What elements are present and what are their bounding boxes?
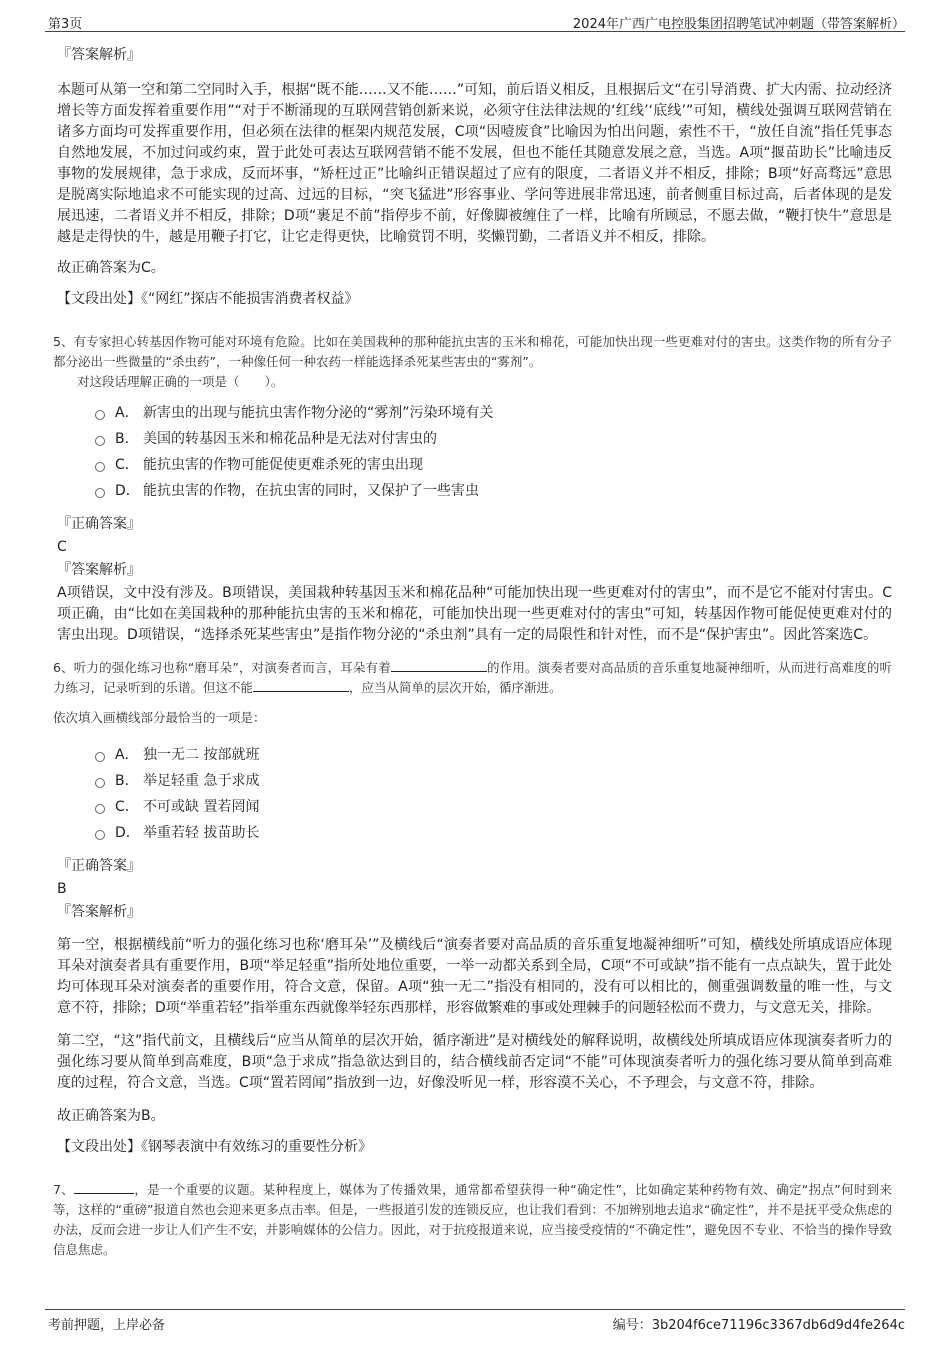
header-divider — [45, 31, 905, 32]
radio-button-icon[interactable] — [95, 462, 105, 472]
correct-answer-value: C — [57, 539, 67, 555]
option-d[interactable]: D． 举重若轻 拔苗助长 — [95, 820, 892, 846]
page-content — [53, 44, 893, 1260]
analysis-label: 『答案解析』 — [57, 47, 141, 63]
page-number: 第3页 — [48, 17, 83, 32]
radio-button-icon[interactable] — [95, 778, 105, 788]
fill-blank — [253, 679, 349, 692]
source-citation: 【文段出处】《钢琴表演中有效练习的重要性分析》 — [57, 1139, 372, 1155]
conclusion-text: 故正确答案为C。 — [57, 260, 165, 276]
radio-button-icon[interactable] — [95, 830, 105, 840]
analysis-text-2: 第二空，“这”指代前文，且横线后“应当从简单的层次开始，循序渐进”是对横线处的解释说明，故横线处所填成语应体现演奏者听力的强化练习要从简单到高难度，B项“急于求成”指急欲达到目的，结合横线前否定词“不能”可体现演奏者听力的强化练习要从简单到高难度的过程，符合文意，当选。C项“置若罔闻”指放到一边，好像没听见一样，形容漠不关心，不予理会，与文意不符，排除。 — [57, 1033, 892, 1091]
correct-answer-label: 『正确答案』 — [57, 858, 141, 874]
radio-button-icon[interactable] — [95, 410, 105, 420]
correct-answer-label: 『正确答案』 — [57, 516, 141, 532]
document-title: 2024年广西广电控股集团招聘笔试冲刺题（带答案解析） — [572, 17, 905, 32]
conclusion-text: 故正确答案为B。 — [57, 1108, 165, 1124]
page-header — [0, 0, 950, 34]
question-6 — [53, 658, 893, 1158]
option-d[interactable]: D． 能抗虫害的作物，在抗虫害的同时，又保护了一些害虫 — [95, 478, 892, 504]
radio-button-icon[interactable] — [95, 752, 105, 762]
question-5-options — [95, 400, 892, 504]
analysis-text: 本题可从第一空和第二空同时入手，根据“既不能……又不能……”可知，前后语义相反，且根据后文“在引导消费、扩大内需、拉动经济增长等方面发挥着重要作用”“对于不断涌现的互联网营销创新来说，必须守住法律法规的‘红线’‘底线’”可知，横线处强调互联网营销在诸多方面均可发挥重要作用，但必须在法律的框架内规范发展，C项“因噎废食”比喻因为怕出问题，索性不干，“放任自流”指任凭事态自然地发展，不加过问或约束，置于此处可表达互联网营销不能不发展，但也不能任其随意发展之意，当选。A项“揠苗助长”比喻违反事物的发展规律，急于求成，反而坏事，“矫枉过正”比喻纠正错误超过了应有的限度，二者语义并不相反，排除；B项“好高骛远”意思是脱离实际地追求不可能实现的过高、过远的目标，“突飞猛进”形容事业、学问等进展非常迅速，前者侧重目标过高，后者体现的是发展迅速，二者语义并不相反，排除；D项“裹足不前”指停步不前，好像脚被缠住了一样，比喻有所顾忌，不愿去做，“鞭打快牛”意思是越是走得快的牛，越是用鞭子打它，让它走得更快，比喻赏罚不明，奖懒罚勤，二者语义并不相反，排除。 — [57, 82, 892, 245]
radio-button-icon[interactable] — [95, 436, 105, 446]
option-c[interactable]: C． 能抗虫害的作物可能促使更难杀死的害虫出现 — [95, 452, 892, 478]
document-id: 编号：3b204f6ce71196c3367db6d9d4fe264c — [612, 1318, 905, 1333]
question-6-options — [95, 742, 892, 846]
option-c[interactable]: C． 不可或缺 置若罔闻 — [95, 794, 892, 820]
fill-blank — [391, 659, 487, 672]
question-6-stem: 依次填入画横线部分最恰当的一项是： — [53, 710, 266, 725]
question-5-stem: 对这段话理解正确的一项是（ ）。 — [77, 374, 284, 389]
fill-blank — [74, 1181, 134, 1194]
analysis-text: A项错误，文中没有涉及。B项错误，美国栽种转基因玉米和棉花品种“可能加快出现一些更难对付的害虫”，而不是它不能对付害虫。C项正确，由“比如在美国栽种的那种能抗虫害的玉米和棉花，可能加快出现一些更难对付的害虫”可知，转基因作物可能促使更难对付的害虫出现。D项错误，“选择杀死某些害虫”是指作物分泌的“杀虫剂”具有一定的局限性和针对性，而不是“保护害虫”。因此答案选C。 — [57, 585, 892, 643]
footer-slogan: 考前押题，上岸必备 — [48, 1318, 166, 1333]
footer-divider — [45, 1309, 905, 1310]
correct-answer-value: B — [57, 881, 67, 897]
radio-button-icon[interactable] — [95, 804, 105, 814]
question-7-text: 7、 ，是一个重要的议题。某种程度上，媒体为了传播效果，通常都希望获得一种“确定性”，比如确定某种药物有效、确定“拐点”何时到来等，这样的“重磅”报道自然也会迎来更多点击率。但是，一些报道引发的连锁反应，也让我们看到：不加辨别地去追求“确定性”，并不是抚平受众焦虑的办法，反而会进一步让人们产生不安，并影响媒体的公信力。因此，对于抗疫报道来说，应当接受疫情的“不确定性”，避免因不专业、不恰当的操作导致信息焦虑。 — [53, 1182, 893, 1257]
question-7 — [53, 1180, 893, 1260]
radio-button-icon[interactable] — [95, 488, 105, 498]
option-b[interactable]: B． 举足轻重 急于求成 — [95, 768, 892, 794]
question-6-text: 6、听力的强化练习也称“磨耳朵”，对演奏者而言，耳朵有着 的作用。演奏者要对高品质的音乐重复地凝神细听，从而进行高难度的听力练习，记录听到的乐谱。但这不能 ，应当从简单的层次开始，循序渐进。 — [53, 660, 893, 695]
option-b[interactable]: B． 美国的转基因玉米和棉花品种是无法对付害虫的 — [95, 426, 892, 452]
question-5-text: 5、有专家担心转基因作物可能对环境有危险。比如在美国栽种的那种能抗虫害的玉米和棉花，可能加快出现一些更难对付的害虫。这类作物的所有分子都分泌出一些微量的“杀虫药”，一种像任何一种农药一样能选择杀死某些害虫的“雾剂”。 — [53, 334, 892, 369]
analysis-text-1: 第一空，根据横线前“听力的强化练习也称‘磨耳朵’”及横线后“演奏者要对高品质的音乐重复地凝神细听”可知，横线处所填成语应体现耳朵对演奏者具有重要作用，B项“举足轻重”指所处地位重要，一举一动都关系到全局，C项“不可或缺”指不能有一点点缺失，置于此处均可体现耳朵对演奏者的重要作用，符合文意，保留。A项“独一无二”指没有相同的，没有可以相比的，侧重强调数量的唯一性，与文意不符，排除；D项“举重若轻”指举重东西就像举轻东西那样，形容做繁难的事或处理棘手的问题轻松而不费力，与文意无关，排除。 — [57, 937, 892, 1016]
question-5 — [53, 332, 892, 646]
option-a[interactable]: A． 新害虫的出现与能抗虫害作物分泌的“雾剂”污染环境有关 — [95, 400, 892, 426]
analysis-label: 『答案解析』 — [57, 562, 141, 578]
source-citation: 【文段出处】《“网红”探店不能损害消费者权益》 — [57, 291, 359, 307]
analysis-label: 『答案解析』 — [57, 904, 141, 920]
option-a[interactable]: A． 独一无二 按部就班 — [95, 742, 892, 768]
